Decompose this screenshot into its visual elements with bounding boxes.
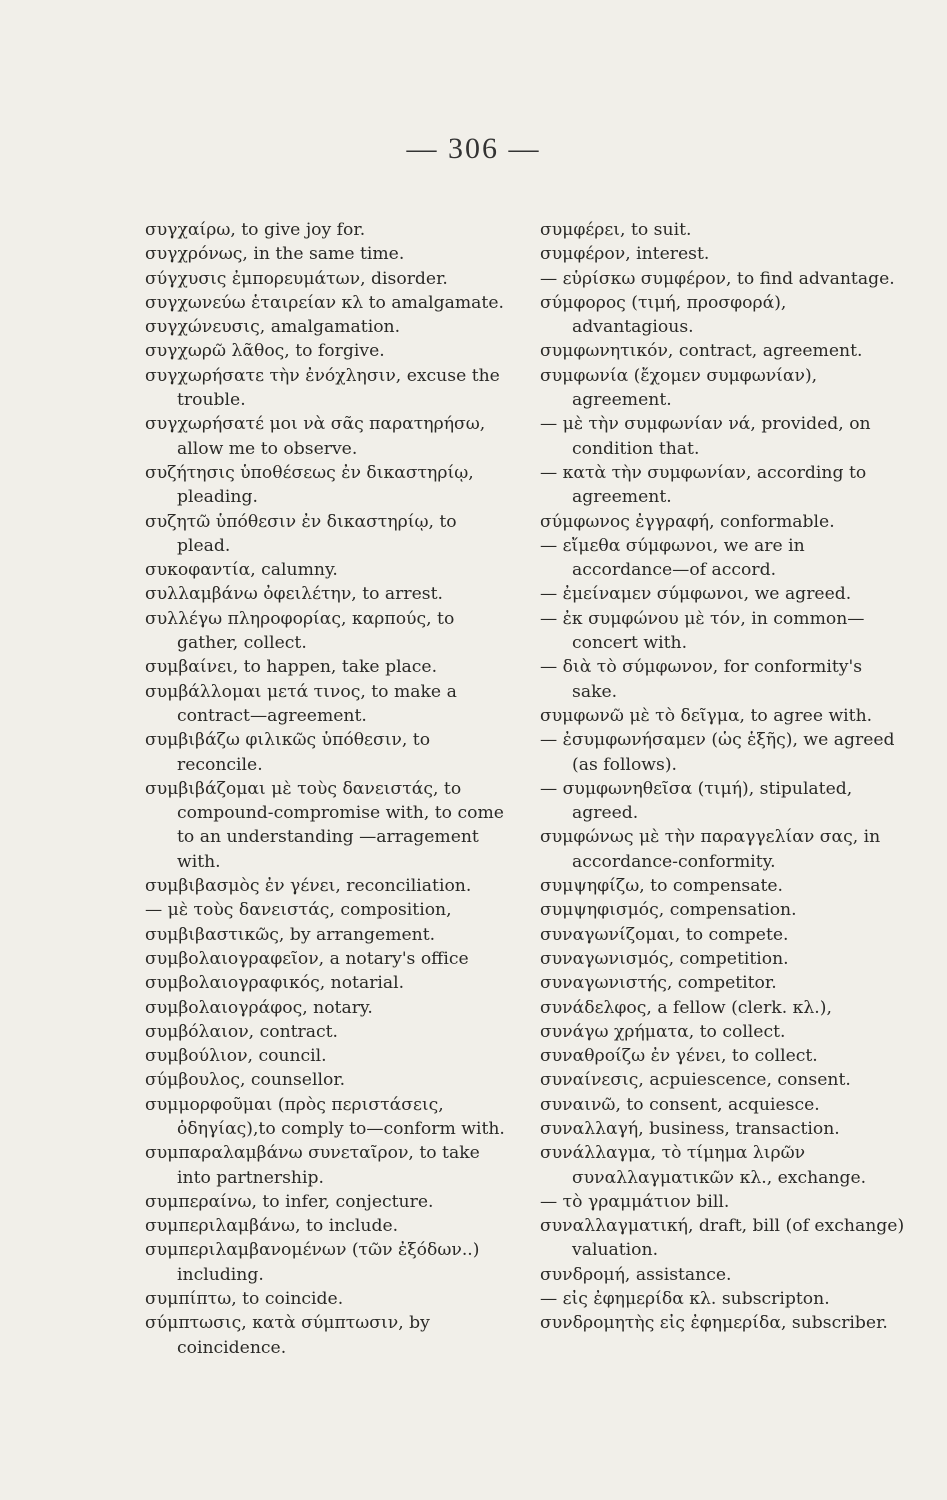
entry: συναγωνισμός, competition.: [540, 948, 789, 969]
entry: — συμφωνηθεῖσα (τιμή), stipulated, agreed.: [540, 778, 853, 824]
entry: συμφέρει, to suit.: [540, 220, 692, 240]
entry: συμβιβάζω φιλικῶς ὑπόθεσιν, to reconcile.: [145, 730, 431, 775]
entry: συναλλαγματική, draft, bill (of exchange) valuation.: [540, 1216, 905, 1261]
entry: συμφωνία (ἔχομεν συμφωνίαν), agreement.: [540, 365, 818, 411]
page-number: — 306 —: [406, 132, 541, 165]
entry: — κατὰ τὴν συμφωνίαν, according to agreement.: [540, 462, 867, 508]
entry: συγχωρήσατε τὴν ἐνόχλησιν, excuse the trouble.: [145, 365, 500, 411]
right-column: [540, 218, 910, 1336]
entry: — τὸ γραμμάτιον bill.: [540, 1191, 730, 1212]
entry: συμμορφοῦμαι (πρὸς περιστάσεις, ὁδηγίας),to comply to—conform with.: [145, 1094, 505, 1139]
entry: συναλλαγή, business, transaction.: [540, 1118, 840, 1139]
entry: συμβιβαστικῶς, by arrangement.: [145, 924, 436, 945]
entry: συμβιβασμὸς ἐν γένει, reconciliation.: [145, 876, 472, 897]
entry: σύμπτωσις, κατὰ σύμπτωσιν, by coincidence.: [145, 1313, 430, 1358]
entry: συναγωνιστής, competitor.: [540, 973, 777, 994]
entry: συγχρόνως, in the same time.: [145, 244, 405, 265]
entry: συμφωνῶ μὲ τὸ δεῖγμα, to agree with.: [540, 705, 873, 726]
entry: συμβόλαιον, contract.: [145, 1021, 339, 1042]
entry: συμπεριλαμβάνω, to include.: [145, 1216, 399, 1237]
entry: — ἐσυμφωνήσαμεν (ὡς ἑξῆς), we agreed (as follows).: [540, 730, 895, 775]
entry: συμπίπτω, to coincide.: [145, 1289, 344, 1310]
entry: — διὰ τὸ σύμφωνον, for conformity's sake.: [540, 657, 863, 702]
entry: συγχωρήσατέ μοι νὰ σᾶς παρατηρήσω, allow me to observe.: [145, 414, 486, 459]
entry: συμφέρον, interest.: [540, 244, 710, 265]
entry: — εὑρίσκω συμφέρον, to find advantage.: [540, 268, 895, 289]
entry: συμπεραίνω, to infer, conjecture.: [145, 1191, 434, 1212]
entry: συναθροίζω ἐν γένει, to collect.: [540, 1046, 818, 1067]
entry: συζήτησις ὑποθέσεως ἐν δικαστηρίῳ, pleading.: [145, 462, 474, 508]
entry: συμπεριλαμβανομένων (τῶν ἐξόδων..) including.: [145, 1240, 480, 1285]
left-column: [145, 218, 505, 1360]
entry: συλλαμβάνω ὀφειλέτην, to arrest.: [145, 584, 443, 605]
entry: συνάγω χρήματα, to collect.: [540, 1021, 786, 1042]
entry: συμψηφισμός, compensation.: [540, 900, 797, 921]
entry: σύμφορος (τιμή, προσφορά), advantagious.: [540, 292, 787, 338]
entry: συμφώνως μὲ τὴν παραγγελίαν σας, in accordance-conformity.: [540, 827, 881, 872]
entry: συναίνεσις, acpuiescence, consent.: [540, 1070, 851, 1091]
entry: — μὲ τὴν συμφωνίαν νά, provided, on condition that.: [540, 414, 871, 459]
entry: συζητῶ ὑπόθεσιν ἐν δικαστηρίῳ, to plead.: [145, 511, 457, 556]
entry: σύγχυσις ἐμπορευμάτων, disorder.: [145, 268, 448, 289]
entry: σύμβουλος, counsellor.: [145, 1070, 346, 1091]
entry: — μὲ τοὺς δανειστάς, composition,: [145, 900, 452, 921]
entry: συγχαίρω, to give joy for.: [145, 220, 366, 240]
entry: συμβαίνει, to happen, take place.: [145, 657, 438, 678]
entry: — ἐμείναμεν σύμφωνοι, we agreed.: [540, 584, 852, 605]
entry: — εἰς ἐφημερίδα κλ. subscripton.: [540, 1289, 830, 1310]
entry: συκοφαντία, calumny.: [145, 560, 338, 581]
entry: συγχώνευσις, amalgamation.: [145, 317, 401, 338]
entry: συναινῶ, to consent, acquiesce.: [540, 1094, 820, 1115]
entry: συμβολαιογραφικός, notarial.: [145, 973, 405, 994]
entry: — εἴμεθα σύμφωνοι, we are in accordance—of accord.: [540, 535, 805, 581]
entry: συγχωνεύω ἑταιρείαν κλ to amalgamate.: [145, 292, 504, 313]
entry: συμβολαιογραφεῖον, a notary's office: [145, 948, 469, 969]
entry: σύμφωνος ἐγγραφή, conformable.: [540, 511, 835, 532]
entry: συμφωνητικόν, contract, agreement.: [540, 341, 863, 362]
entry: συνδρομή, assistance.: [540, 1264, 732, 1285]
entry: συνάδελφος, a fellow (clerk. κλ.),: [540, 997, 832, 1018]
entry: συμβολαιογράφος, notary.: [145, 997, 373, 1018]
entry: συνάλλαγμα, τὸ τίμημα λιρῶν συναλλαγματικῶν κλ., exchange.: [540, 1143, 867, 1188]
entry: συνδρομητὴς εἰς ἐφημερίδα, subscriber.: [540, 1313, 888, 1334]
entry: συμβάλλομαι μετά τινος, to make a contract—agreement.: [145, 681, 457, 726]
entry: συγχωρῶ λᾶθος, to forgive.: [145, 341, 385, 362]
entry: συναγωνίζομαι, to compete.: [540, 924, 789, 945]
entry: — ἐκ συμφώνου μὲ τόν, in common—concert with.: [540, 608, 865, 654]
entry: συμβιβάζομαι μὲ τοὺς δανειστάς, to compound-compromise with, to come to an understanding —arragement with.: [145, 778, 504, 872]
entry: συμψηφίζω, to compensate.: [540, 876, 784, 897]
entry: συμπαραλαμβάνω συνεταῖρον, to take into partnership.: [145, 1143, 480, 1188]
entry: συλλέγω πληροφορίας, καρπούς, to gather, collect.: [145, 608, 455, 654]
entry: συμβούλιον, council.: [145, 1046, 327, 1067]
